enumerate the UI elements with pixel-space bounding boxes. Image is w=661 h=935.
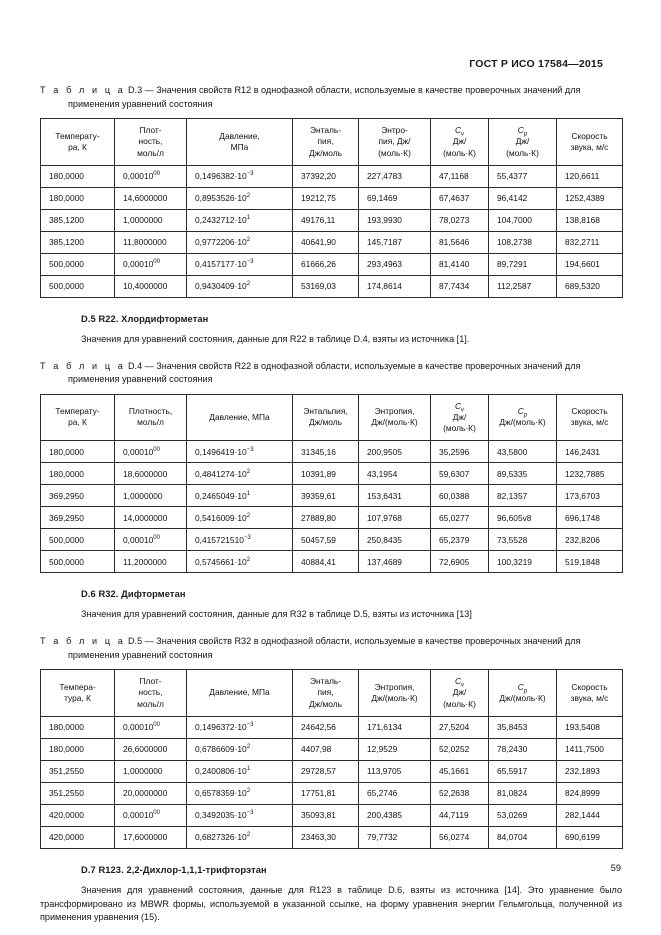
table-cell: 250,8435 [359, 529, 431, 551]
table-cell: 24642,56 [293, 716, 359, 738]
column-header-density: Плотность, моль/л [115, 394, 187, 441]
table-d5-caption-text: — Значения свойств R32 в однофазной области, используемые в качестве проверочных значений для применения уравнений состояния [68, 636, 581, 660]
table-cell: $0,6578359\cdot 10^2$ [187, 782, 293, 804]
table-cell: 173,6703 [557, 485, 623, 507]
table-cell: 72,6905 [431, 551, 489, 573]
table-cell: 138,8168 [557, 209, 623, 231]
table-cell: 10,4000000 [115, 275, 187, 297]
table-cell: 171,6134 [359, 716, 431, 738]
table-cell: 20,0000000 [115, 782, 187, 804]
table-cell: 824,8999 [557, 782, 623, 804]
table-cell: $0,1496372\cdot 10^{-3}$ [187, 716, 293, 738]
column-header-density: Плот- ность, моль/л [115, 119, 187, 166]
table-cell: 17,6000000 [115, 826, 187, 848]
table-cell: 53169,03 [293, 275, 359, 297]
table-cell: 174,8614 [359, 275, 431, 297]
section-d6-paragraph: Значения для уравнений состояния, данные для R32 в таблице D.5, взяты из источника [13] [81, 609, 472, 620]
table-cell: 232,1893 [557, 760, 623, 782]
table-cell: 112,2587 [489, 275, 557, 297]
table-cell: 81,4140 [431, 253, 489, 275]
table-cell: $0,4157177\cdot 10^{-3}$ [187, 253, 293, 275]
column-header-cp: $C_p$ Дж/ (моль·К) [489, 119, 557, 166]
table-cell: 0,00010$^{00}$ [115, 716, 187, 738]
table-cell: 146,2431 [557, 441, 623, 463]
column-header-speed-of-sound: Скорость звука, м/с [557, 394, 623, 441]
standard-header: ГОСТ Р ИСО 17584—2015 [469, 58, 603, 70]
table-d5-caption [40, 635, 622, 662]
table-cell: 52,2638 [431, 782, 489, 804]
table-cell: $0,2465049\cdot 10^1$ [187, 485, 293, 507]
table-cell: 87,7434 [431, 275, 489, 297]
table-row [41, 165, 623, 187]
table-d3-caption [40, 84, 622, 111]
table-row [41, 485, 623, 507]
table-cell: 232,8206 [557, 529, 623, 551]
column-header-enthalpy: Энтальпия, Дж/моль [293, 394, 359, 441]
table-cell: $0,5745661\cdot 10^2$ [187, 551, 293, 573]
table-cell: 78,2430 [489, 738, 557, 760]
table-cell: $0,1496419\cdot 10^{-3}$ [187, 441, 293, 463]
table-cell: $0,6827326\cdot 10^2$ [187, 826, 293, 848]
table-d4-body [41, 441, 623, 573]
table-cell: 180,0000 [41, 441, 115, 463]
column-header-temperature: Температу- ра, К [41, 119, 115, 166]
table-row [41, 187, 623, 209]
table-cell: 45,1661 [431, 760, 489, 782]
table-cell: $0,1496382\cdot 10^{-3}$ [187, 165, 293, 187]
table-cell: 351,2550 [41, 760, 115, 782]
table-cell: 0,00010$^{00}$ [115, 165, 187, 187]
table-d3-body [41, 165, 623, 297]
table-cell: 11,8000000 [115, 231, 187, 253]
column-header-speed-of-sound: Скорость звука, м/с [557, 670, 623, 717]
table-cell: 420,0000 [41, 826, 115, 848]
table-row [41, 551, 623, 573]
table-cell: 832,2711 [557, 231, 623, 253]
table-cell: 78,0273 [431, 209, 489, 231]
table-cell: 180,0000 [41, 187, 115, 209]
column-header-cp: $C_p$ Дж/(моль·К) [489, 394, 557, 441]
table-cell: 37392,20 [293, 165, 359, 187]
table-cell: 96,4142 [489, 187, 557, 209]
table-cell: 81,5646 [431, 231, 489, 253]
section-d6-heading: D.6 R32. Дифторметан [81, 589, 186, 600]
section-d7-heading: D.7 R123. 2,2-Дихлор-1,1,1-трифторэтан [81, 864, 267, 875]
table-cell: 282,1444 [557, 804, 623, 826]
table-row [41, 826, 623, 848]
column-header-cp: $C_p$ Дж/(моль·К) [489, 670, 557, 717]
table-cell: 420,0000 [41, 804, 115, 826]
table-d4-header-row [41, 394, 623, 441]
column-header-cv: $C_v$ Дж/ (моль·К) [431, 119, 489, 166]
table-cell: 385,1200 [41, 209, 115, 231]
table-cell: 100,3219 [489, 551, 557, 573]
column-header-cv: $C_v$ Дж/ (моль·К) [431, 670, 489, 717]
table-cell: 180,0000 [41, 165, 115, 187]
table-cell: 194,6601 [557, 253, 623, 275]
table-cell: 40641,90 [293, 231, 359, 253]
table-cell: 351,2550 [41, 782, 115, 804]
table-cell: 27,5204 [431, 716, 489, 738]
table-cell: 4407,98 [293, 738, 359, 760]
table-cell: 1,0000000 [115, 209, 187, 231]
table-cell: 35,2596 [431, 441, 489, 463]
table-cell: 500,0000 [41, 253, 115, 275]
section-d5-heading: D.5 R22. Хлордифторметан [81, 313, 209, 324]
page-number: 59 [610, 863, 621, 873]
table-cell: 14,0000000 [115, 507, 187, 529]
table-cell: 19212,75 [293, 187, 359, 209]
table-cell: 1252,4389 [557, 187, 623, 209]
table-cell: 12,9529 [359, 738, 431, 760]
table-cell: 227,4783 [359, 165, 431, 187]
table-d5-caption-number: D.5 [127, 636, 143, 646]
table-cell: 369,2950 [41, 485, 115, 507]
table-cell: $0,9772206\cdot 10^2$ [187, 231, 293, 253]
table-cell: $0,3492035\cdot 10^{-3}$ [187, 804, 293, 826]
table-d4-caption [40, 360, 622, 387]
table-d5-header-row [41, 670, 623, 717]
column-header-density: Плот- ность, моль/л [115, 670, 187, 717]
table-cell: 500,0000 [41, 275, 115, 297]
table-cell: 23463,30 [293, 826, 359, 848]
table-cell: 137,4689 [359, 551, 431, 573]
table-cell: 10391,89 [293, 463, 359, 485]
table-cell: 69,1469 [359, 187, 431, 209]
column-header-temperature: Температу- ра, К [41, 394, 115, 441]
table-row [41, 463, 623, 485]
column-header-entropy: Энтропия, Дж/(моль·К) [359, 394, 431, 441]
table-cell: 56,0274 [431, 826, 489, 848]
section-d5-paragraph: Значения для уравнений состояния, данные для R22 в таблице D.4, взяты из источника [1]. [81, 333, 470, 344]
column-header-cv: $C_v$ Дж/ (моль·К) [431, 394, 489, 441]
table-cell: 293,4963 [359, 253, 431, 275]
table-cell: $0,415721510^{-3}$ [187, 529, 293, 551]
table-cell: 153,6431 [359, 485, 431, 507]
table-cell: 180,0000 [41, 738, 115, 760]
table-cell: $0,5416009\cdot 10^2$ [187, 507, 293, 529]
column-header-entropy: Энтро- пия, Дж/ (моль·К) [359, 119, 431, 166]
table-cell: 59,6307 [431, 463, 489, 485]
table-cell: 180,0000 [41, 463, 115, 485]
table-cell: 61666,26 [293, 253, 359, 275]
table-cell: 65,0277 [431, 507, 489, 529]
table-cell: 0,00010$^{00}$ [115, 529, 187, 551]
table-row [41, 507, 623, 529]
table-cell: 0,00010$^{00}$ [115, 441, 187, 463]
table-cell: 53,0269 [489, 804, 557, 826]
table-d4-caption-number: D.4 [127, 360, 143, 371]
table-cell: 52,0252 [431, 738, 489, 760]
table-row [41, 716, 623, 738]
table-cell: 200,9505 [359, 441, 431, 463]
table-cell: 29728,57 [293, 760, 359, 782]
table-cell: 89,7291 [489, 253, 557, 275]
table-row [41, 231, 623, 253]
table-cell: 18,6000000 [115, 463, 187, 485]
table-cell: 1,0000000 [115, 760, 187, 782]
table-cell: 43,1954 [359, 463, 431, 485]
table-cell: 35,8453 [489, 716, 557, 738]
table-cell: 17751,81 [293, 782, 359, 804]
table-row [41, 529, 623, 551]
table-cell: 89,5335 [489, 463, 557, 485]
table-cell: 65,2379 [431, 529, 489, 551]
table-cell: 500,0000 [41, 529, 115, 551]
table-cell: 108,2738 [489, 231, 557, 253]
table-cell: 40884,41 [293, 551, 359, 573]
table-d4-caption-text: — Значения свойств R22 в однофазной области, используемые в качестве проверочных значений для применения уравнений состояния [68, 360, 581, 385]
table-row [41, 782, 623, 804]
column-header-temperature: Темпера- тура, К [41, 670, 115, 717]
column-header-enthalpy: Энталь- пия, Дж/моль [293, 670, 359, 717]
table-cell: 27889,80 [293, 507, 359, 529]
table-cell: $0,2432712\cdot 10^1$ [187, 209, 293, 231]
table-cell: 65,2746 [359, 782, 431, 804]
table-cell: 55,4377 [489, 165, 557, 187]
table-cell: 35093,81 [293, 804, 359, 826]
table-cell: 79,7732 [359, 826, 431, 848]
table-cell: 50457,59 [293, 529, 359, 551]
table-cell: 193,9930 [359, 209, 431, 231]
table-cell: 44,7119 [431, 804, 489, 826]
table-d5-caption-label: Т а б л и ц а [40, 636, 126, 646]
table-d4-caption-label: Т а б л и ц а [40, 360, 126, 371]
table-cell: 519,1848 [557, 551, 623, 573]
table-cell: 689,5320 [557, 275, 623, 297]
table-cell: 120,6611 [557, 165, 623, 187]
table-cell: 1411,7500 [557, 738, 623, 760]
table-cell: 67,4637 [431, 187, 489, 209]
page-content [40, 84, 622, 925]
table-cell: $0,9430409\cdot 10^2$ [187, 275, 293, 297]
table-cell: 180,0000 [41, 716, 115, 738]
table-d3-header-row [41, 119, 623, 166]
table-row [41, 209, 623, 231]
column-header-entropy: Энтропия, Дж/(моль·К) [359, 670, 431, 717]
table-row [41, 760, 623, 782]
table-cell: 145,7187 [359, 231, 431, 253]
table-cell: 96,605v8 [489, 507, 557, 529]
column-header-pressure: Давление, МПа [187, 119, 293, 166]
table-cell: $0,6786609\cdot 10^2$ [187, 738, 293, 760]
table-cell: $0,4841274\cdot 10^2$ [187, 463, 293, 485]
table-cell: 26,6000000 [115, 738, 187, 760]
table-cell: 369,2950 [41, 507, 115, 529]
table-cell: 1,0000000 [115, 485, 187, 507]
column-header-enthalpy: Энталь- пия, Дж/моль [293, 119, 359, 166]
table-cell: 200,4385 [359, 804, 431, 826]
table-cell: 31345,16 [293, 441, 359, 463]
table-cell: 385,1200 [41, 231, 115, 253]
table-row [41, 253, 623, 275]
table-cell: 690,6199 [557, 826, 623, 848]
table-cell: $0,8953526\cdot 10^2$ [187, 187, 293, 209]
table-cell: 82,1357 [489, 485, 557, 507]
table-cell: 65,5917 [489, 760, 557, 782]
table-cell: 49176,11 [293, 209, 359, 231]
table-d3-caption-text: — Значения свойств R12 в однофазной области, используемые в качестве проверочных значений для применения уравнений состояния [68, 85, 581, 109]
table-row [41, 804, 623, 826]
section-d7-paragraph: Значения для уравнений состояния, данные для R123 в таблице D.6, взяты из источника [14]. Это уравнение было трансформировано из MBWR формы, используемой в указанной ссылке, на форму уравнения энергии Гельмгольца, полученной из применения уравнения (15). [40, 884, 622, 923]
table-row [41, 738, 623, 760]
table-row [41, 441, 623, 463]
table-cell: 104,7000 [489, 209, 557, 231]
column-header-pressure: Давление, МПа [187, 670, 293, 717]
table-cell: 14,6000000 [115, 187, 187, 209]
column-header-speed-of-sound: Скорость звука, м/с [557, 119, 623, 166]
table-cell: 81,0824 [489, 782, 557, 804]
table-cell: 696,1748 [557, 507, 623, 529]
table-cell: 39359,61 [293, 485, 359, 507]
table-d3-caption-label: Т а б л и ц а [40, 85, 126, 95]
table-cell: 113,9705 [359, 760, 431, 782]
table-cell: 11,2000000 [115, 551, 187, 573]
table-cell: 193,5408 [557, 716, 623, 738]
table-cell: 43,5800 [489, 441, 557, 463]
table-cell: 1232,7885 [557, 463, 623, 485]
table-cell: 0,00010$^{00}$ [115, 804, 187, 826]
table-row [41, 275, 623, 297]
table-cell: 47,1168 [431, 165, 489, 187]
table-cell: 107,9768 [359, 507, 431, 529]
table-d3-caption-number: D.3 [127, 85, 143, 95]
table-cell: 500,0000 [41, 551, 115, 573]
table-cell: 60,0388 [431, 485, 489, 507]
table-d4 [40, 394, 623, 574]
table-cell: 73,5528 [489, 529, 557, 551]
table-cell: 84,0704 [489, 826, 557, 848]
table-d5-body [41, 716, 623, 848]
table-d5 [40, 669, 623, 849]
column-header-pressure: Давление, МПа [187, 394, 293, 441]
table-cell: 0,00010$^{00}$ [115, 253, 187, 275]
table-d3 [40, 118, 623, 298]
table-cell: $0,2400806\cdot 10^1$ [187, 760, 293, 782]
